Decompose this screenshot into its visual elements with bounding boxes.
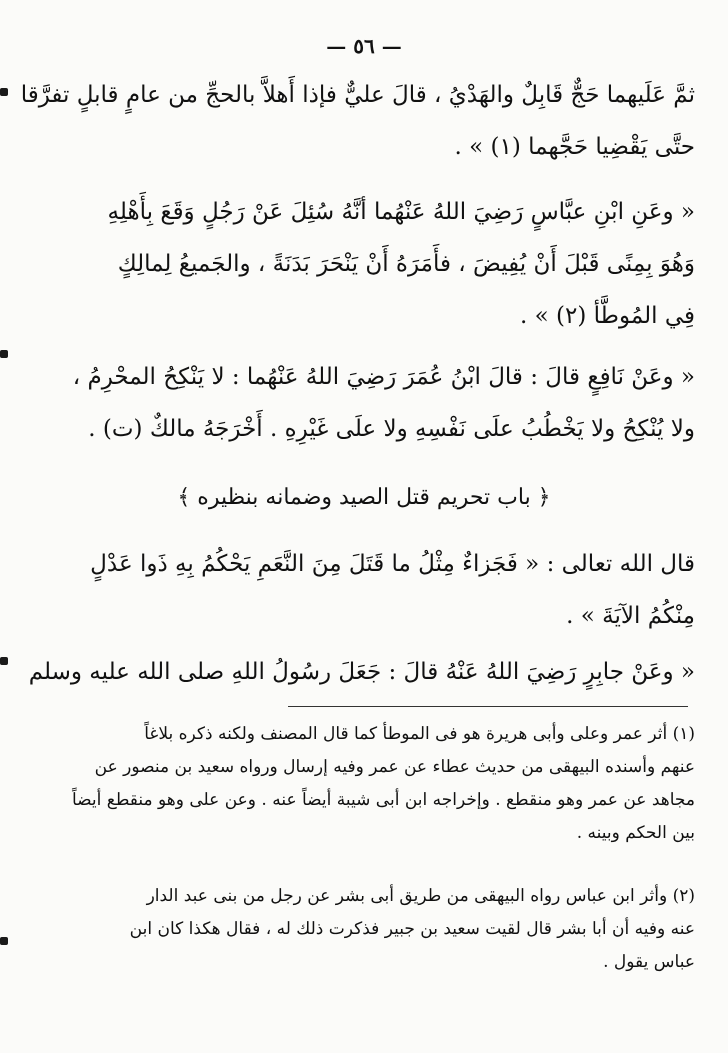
footnote-line: (٢) وأثر ابن عباس رواه البيهقى من طريق أبى بشر عن رجل من بنى عبد الدار [146,886,695,906]
text-line: حتَّى يَقْضِيا حَجَّهما (١) » . [454,134,695,160]
text-line: فِي المُوطَّأ (٢) » . [520,303,695,329]
scan-mark [0,350,8,358]
footnote-line: عباس يقول . [603,952,695,972]
text-line: ولا يُنْكِحُ ولا يَخْطُبُ علَى نَفْسِهِ ولا علَى غَيْرِهِ . أَخْرَجَهُ مالكٌ (ت) . [88,416,695,442]
footnote-line: (١) أثر عمر وعلى وأبى هريرة هو فى الموطأ كما قال المصنف ولكنه ذكره بلاغاً [144,724,695,744]
text-line: « وعَنِ ابْنِ عبَّاسٍ رَضِيَ اللهُ عَنْهُما أنَّهُ سُئِلَ عَنْ رَجُلٍ وَقَعَ بِأَهْلِهِ [107,199,695,225]
paragraph-1 [20,69,695,173]
section-heading: ﴿ باب تحريم قتل الصيد وضمانه بنظيره ﴾ [177,485,551,510]
footnote-2 [60,880,695,979]
text-line: وَهُوَ بِمِنًى قَبْلَ أَنْ يُفِيضَ ، فأَمَرَهُ أَنْ يَنْحَرَ بَدَنَةً ، والجَميعُ لِمالِكٍ [117,251,695,277]
text-line: « وعَنْ جابِرٍ رَضِيَ اللهُ عَنْهُ قالَ : جَعَلَ رسُولُ اللهِ صلى الله عليه وسلم [28,659,695,685]
footnote-line: مجاهد عن عمر وهو منقطع . وإخراجه ابن أبى شيبة أيضاً عنه . وعن على وهو منقطع أيضاً [71,790,695,810]
text-line: مِنْكُمُ الآيَةَ » . [566,603,695,629]
page-number: — ٥٦ — [326,34,402,58]
paragraph-3 [60,351,695,455]
paragraph-2 [60,186,695,342]
text-line: « وعَنْ نَافِعٍ قالَ : قالَ ابْنُ عُمَرَ رَضِيَ اللهُ عَنْهُما : لا يَنْكِحُ المحْرِمُ ، [72,364,695,390]
footnote-1 [60,718,695,850]
footnote-divider [288,706,688,707]
footnote-line: عنه وفيه أن أبا بشر قال لقيت سعيد بن جبير فذكرت ذلك له ، فقال هكذا كان ابن [129,919,695,939]
text-line: قال الله تعالى : « فَجَزاءٌ مِثْلُ ما قَتَلَ مِنَ النَّعَمِ يَحْكُمُ بِهِ ذَوا عَدْلٍ [90,551,695,577]
footnote-line: بين الحكم وبينه . [576,823,695,843]
footnote-line: عنهم وأسنده البيهقى من حديث عطاء عن عمر وفيه إرسال ورواه سعيد بن منصور عن [94,757,695,777]
text-line: ثمَّ عَلَيهما حَجٌّ قَابِلٌ والهَدْيُ ، قالَ عليٌّ فإذا أَهلاَّ بالحجِّ من عامٍ قابلٍ تفرَّقا [20,82,695,108]
scan-mark [0,937,8,945]
paragraph-5 [28,646,695,698]
paragraph-4 [60,538,695,642]
scan-mark [0,657,8,665]
scan-mark [0,88,8,96]
